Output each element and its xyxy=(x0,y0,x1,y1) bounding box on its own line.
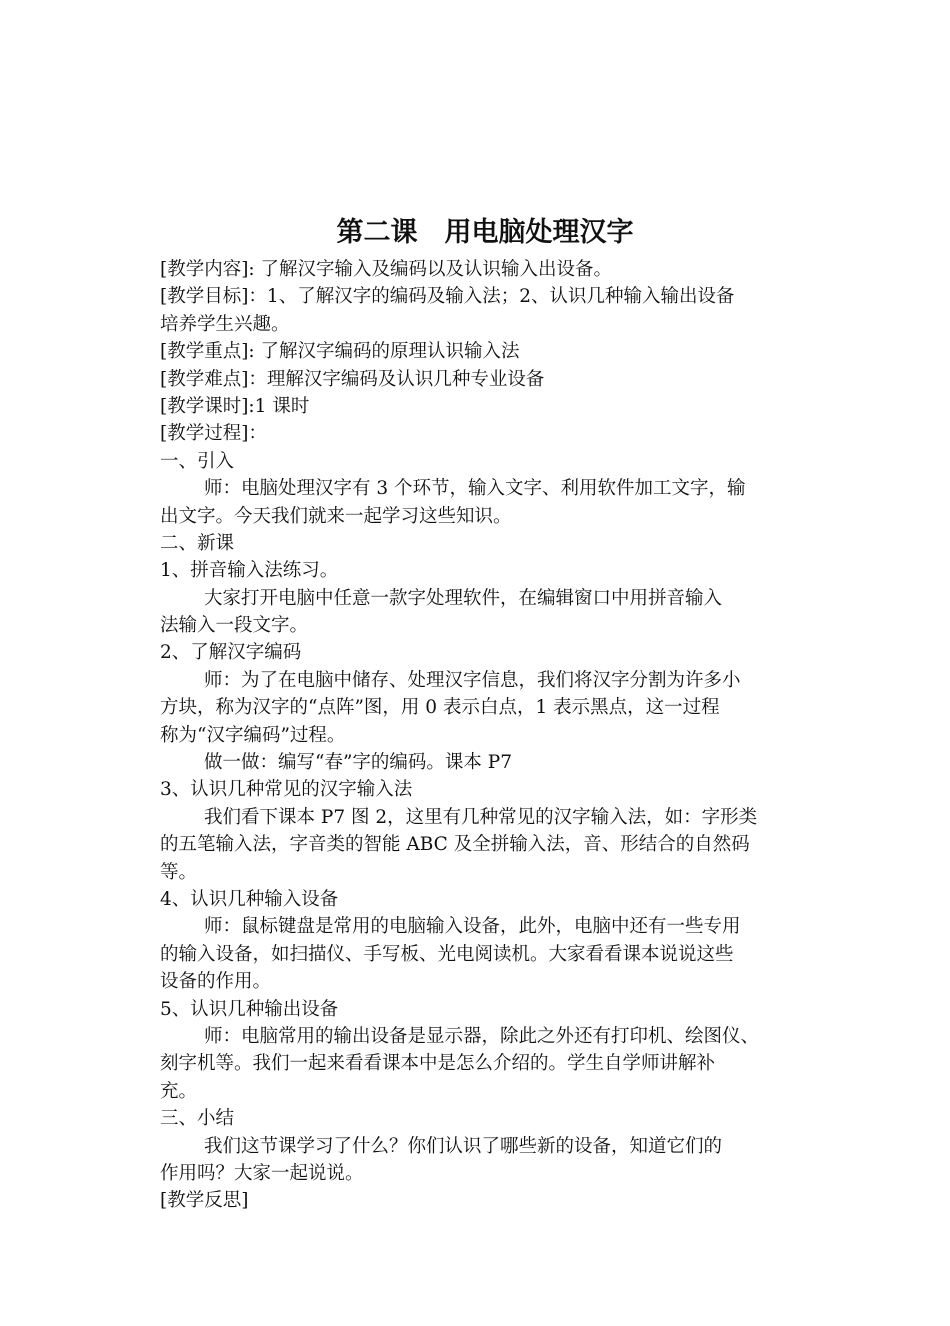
lesson-body xyxy=(160,256,810,1215)
paragraph-line: 等。 xyxy=(160,861,198,883)
paragraph-line: 我们看下课本 P7 图 2，这里有几种常见的汉字输入法，如：字形类 xyxy=(204,806,758,828)
subsection-heading: 1、拼音输入法练习。 xyxy=(160,560,339,582)
subsection-heading: 2、了解汉字编码 xyxy=(160,642,302,664)
section-heading-summary: 三、小结 xyxy=(160,1108,235,1130)
subsection-heading: 4、认识几种输入设备 xyxy=(160,888,339,910)
subsection-heading: 5、认识几种输出设备 xyxy=(160,998,339,1020)
paragraph-line: 的输入设备，如扫描仪、手写板、光电阅读机。大家看看课本说说这些 xyxy=(160,943,734,965)
paragraph-line: 师：为了在电脑中储存、处理汉字信息，我们将汉字分割为许多小 xyxy=(204,669,741,691)
teaching-reflection-heading: [教学反思] xyxy=(160,1190,249,1212)
paragraph-line: 师：电脑常用的输出设备是显示器，除此之外还有打印机、绘图仪、 xyxy=(204,1025,760,1047)
paragraph-line: 称为“汉字编码”过程。 xyxy=(160,724,346,746)
paragraph-line: 大家打开电脑中任意一款字处理软件，在编辑窗口中用拼音输入 xyxy=(204,587,723,609)
lesson-title: 第二课 用电脑处理汉字 xyxy=(336,217,634,248)
teaching-difficulty-line: [教学难点]：理解汉字编码及认识几种专业设备 xyxy=(160,368,545,390)
teaching-process-heading: [教学过程]： xyxy=(160,423,267,445)
subsection-heading: 3、认识几种常见的汉字输入法 xyxy=(160,779,413,801)
paragraph-line: 设备的作用。 xyxy=(160,971,272,993)
paragraph-line: 刻字机等。我们一起来看看课本中是怎么介绍的。学生自学师讲解补 xyxy=(160,1053,716,1075)
teaching-goal-line-cont: 培养学生兴趣。 xyxy=(160,313,290,335)
paragraph-line: 做一做：编写“春”字的编码。课本 P7 xyxy=(204,752,513,774)
paragraph-line: 作用吗？大家一起说说。 xyxy=(160,1162,364,1184)
paragraph-line: 师：电脑处理汉字有 3 个环节，输入文字、利用软件加工文字，输 xyxy=(204,478,746,500)
paragraph-line: 的五笔输入法，字音类的智能 ABC 及全拼输入法，音、形结合的自然码 xyxy=(160,834,750,856)
teaching-key-point-line: [教学重点]: 了解汉字编码的原理认识输入法 xyxy=(160,341,520,363)
teaching-hours-line: [教学课时]:1 课时 xyxy=(160,395,310,417)
paragraph-line: 我们这节课学习了什么？你们认识了哪些新的设备，知道它们的 xyxy=(204,1135,723,1157)
paragraph-line: 充。 xyxy=(160,1080,198,1102)
paragraph-line: 师：鼠标键盘是常用的电脑输入设备，此外，电脑中还有一些专用 xyxy=(204,916,741,938)
lesson-document xyxy=(160,216,810,1215)
teaching-content-line: [教学内容]: 了解汉字输入及编码以及认识输入出设备。 xyxy=(160,259,613,280)
paragraph-line: 方块，称为汉字的“点阵”图，用 0 表示白点，1 表示黑点，这一过程 xyxy=(160,697,720,719)
paragraph-line: 法输入一段文字。 xyxy=(160,615,309,637)
section-heading-intro: 一、引入 xyxy=(160,450,235,472)
section-heading-new-lesson: 二、新课 xyxy=(160,532,235,554)
paragraph-line: 出文字。今天我们就来一起学习这些知识。 xyxy=(160,505,512,527)
teaching-goal-line: [教学目标]：1、了解汉字的编码及输入法；2、认识几种输入输出设备 xyxy=(160,286,735,308)
